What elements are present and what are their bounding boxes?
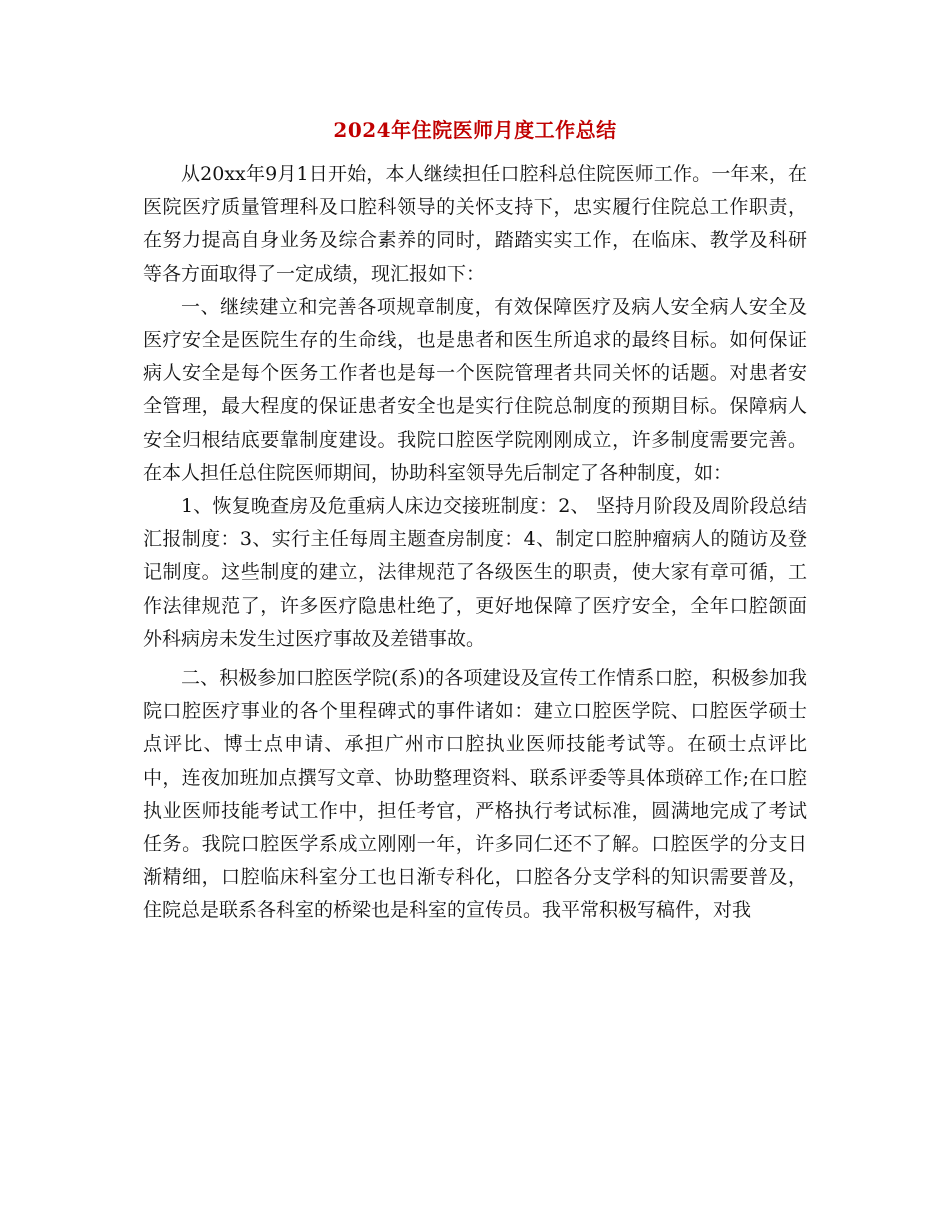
document-body: [143, 158, 807, 928]
paragraph-section-one: 一、继续建立和完善各项规章制度，有效保障医疗及病人安全病人安全及医疗安全是医院生存的生命线，也是患者和医生所追求的最终目标。如何保证病人安全是每个医务工作者也是每一个医院管理者共同关怀的话题。对患者安全管理，最大程度的保证患者安全也是实行住院总制度的预期目标。保障病人安全归根结底要靠制度建设。我院口腔医学院刚刚成立，许多制度需要完善。在本人担任总住院医师期间，协助科室领导先后制定了各种制度，如：: [143, 295, 807, 484]
paragraph-section-two: 二、积极参加口腔医学院(系)的各项建设及宣传工作情系口腔，积极参加我院口腔医疗事业的各个里程碑式的事件诸如：建立口腔医学院、口腔医学硕士点评比、博士点申请、承担广州市口腔执业医师技能考试等。在硕士点评比中，连夜加班加点撰写文章、协助整理资料、联系评委等具体琐碎工作;在口腔执业医师技能考试工作中，担任考官，严格执行考试标准，圆满地完成了考试任务。我院口腔医学系成立刚刚一年，许多同仁还不了解。口腔医学的分支日渐精细，口腔临床科室分工也日渐专科化，口腔各分支学科的知识需要普及，住院总是联系各科室的桥梁也是科室的宣传员。我平常积极写稿件，对我: [143, 667, 807, 922]
document-title: 2024年住院医师月度工作总结: [333, 118, 617, 142]
paragraph-intro: 从20xx年9月1日开始，本人继续担任口腔科总住院医师工作。一年来，在医院医疗质量管理科及口腔科领导的关怀支持下，忠实履行住院总工作职责，在努力提高自身业务及综合素养的同时，踏踏实实工作，在临床、教学及科研等各方面取得了一定成绩，现汇报如下：: [143, 163, 807, 285]
paragraph-rules-list: 1、恢复晚查房及危重病人床边交接班制度：2、 坚持月阶段及周阶段总结汇报制度：3、实行主任每周主题查房制度：4、制定口腔肿瘤病人的随访及登记制度。这些制度的建立，法律规范了各级医生的职责，使大家有章可循，工作法律规范了，许多医疗隐患杜绝了，更好地保障了医疗安全，全年口腔颌面外科病房未发生过医疗事故及差错事故。: [143, 495, 807, 650]
